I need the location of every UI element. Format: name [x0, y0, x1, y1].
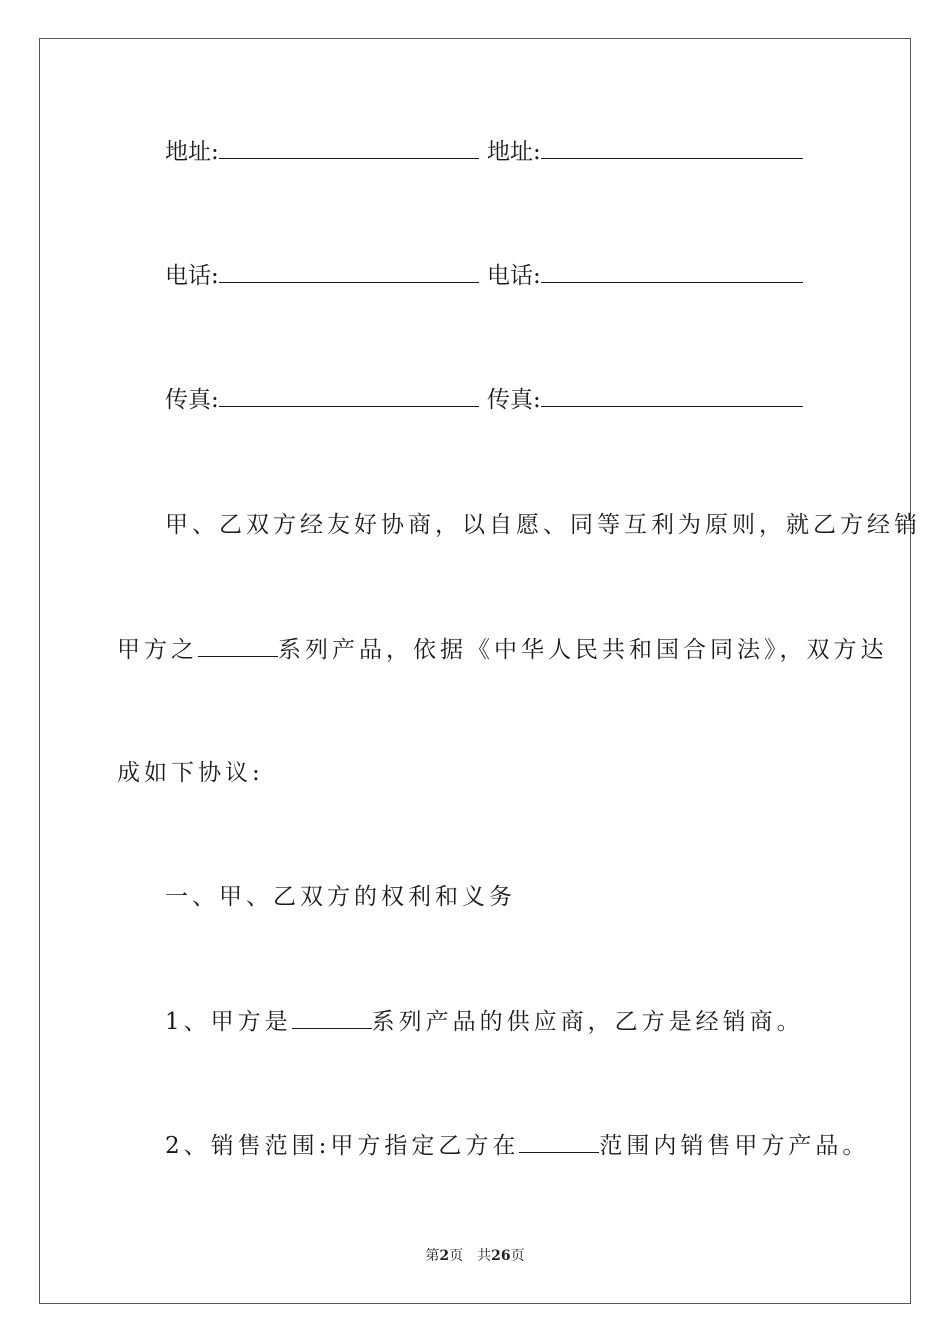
phone-blank[interactable] [541, 260, 803, 283]
phone-blank[interactable] [219, 260, 479, 283]
page-border [39, 38, 911, 1304]
total-page-count: 26 [491, 1248, 511, 1264]
clause-1 [165, 1006, 804, 1037]
clause-text: 范围内销售甲方产品。 [599, 1133, 870, 1159]
current-page-number: 2 [439, 1248, 450, 1264]
party-b-address-field [487, 136, 803, 167]
intro-line-2 [117, 634, 888, 665]
intro-text: 甲方之 [117, 637, 198, 663]
party-a-phone-field [165, 260, 479, 291]
address-label: 地址: [487, 139, 541, 165]
fax-blank[interactable] [219, 384, 479, 407]
fax-label: 传真: [165, 387, 219, 413]
clause-2 [165, 1130, 869, 1161]
footer-text: 页 共 [449, 1248, 492, 1264]
intro-line-1: 甲、乙双方经友好协商，以自愿、同等互利为原则，就乙方经销 [165, 512, 921, 538]
product-series-blank[interactable] [198, 634, 278, 657]
phone-label: 电话: [165, 263, 219, 289]
clause-text: 2、销售范围:甲方指定乙方在 [165, 1133, 520, 1159]
address-blank[interactable] [541, 136, 803, 159]
party-b-fax-field [487, 384, 803, 415]
intro-text: 系列产品，依据《中华人民共和国合同法》，双方达 [278, 637, 888, 663]
intro-line-3: 成如下协议: [117, 760, 264, 786]
footer-text: 第 [425, 1248, 440, 1264]
page-footer [0, 1246, 950, 1266]
party-a-address-field [165, 136, 479, 167]
clause-text: 系列产品的供应商，乙方是经销商。 [371, 1009, 804, 1035]
party-a-fax-field [165, 384, 479, 415]
phone-label: 电话: [487, 263, 541, 289]
fax-blank[interactable] [541, 384, 803, 407]
party-b-phone-field [487, 260, 803, 291]
address-label: 地址: [165, 139, 219, 165]
fax-label: 传真: [487, 387, 541, 413]
clause-text: 1、甲方是 [165, 1009, 292, 1035]
footer-text: 页 [510, 1248, 525, 1264]
address-blank[interactable] [219, 136, 479, 159]
sales-region-blank[interactable] [519, 1130, 599, 1153]
section-heading-rights-obligations: 一、甲、乙双方的权利和义务 [165, 884, 516, 910]
product-series-blank[interactable] [292, 1006, 372, 1029]
